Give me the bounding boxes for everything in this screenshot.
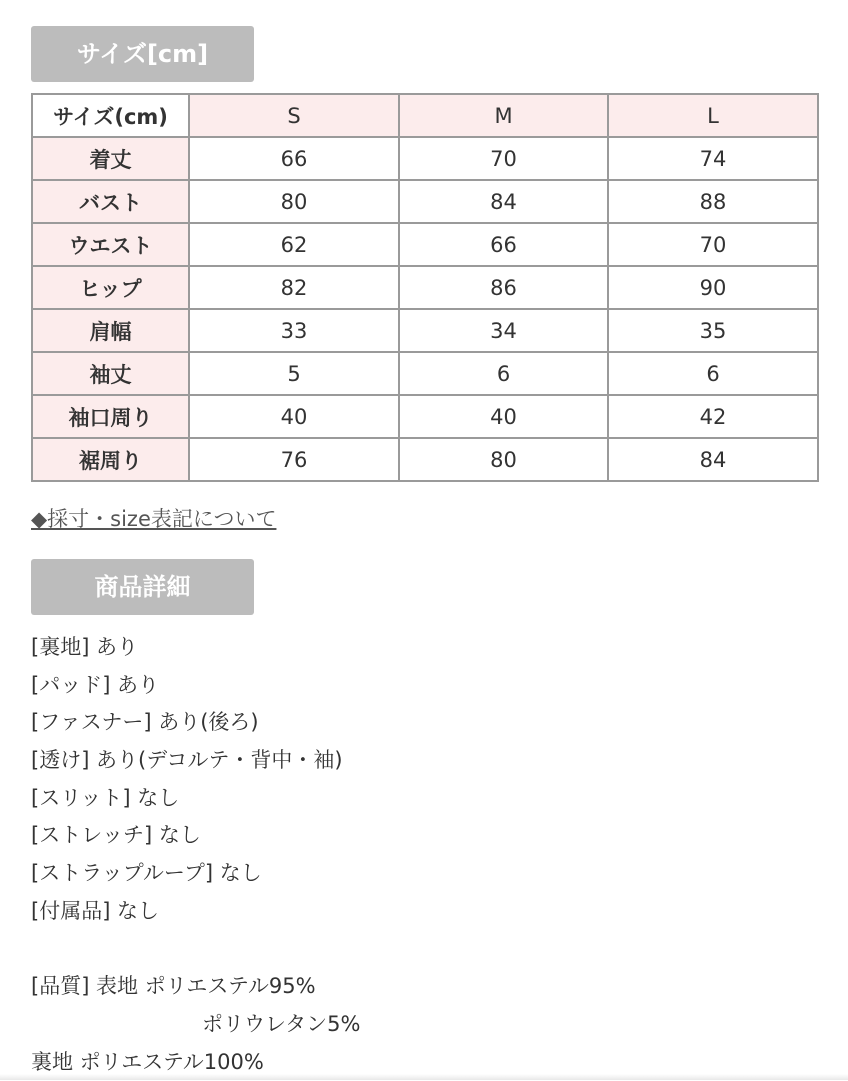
row-label: ヒップ (32, 266, 189, 309)
row-label: 裾周り (32, 438, 189, 481)
table-cell: 88 (608, 180, 818, 223)
table-cell: 66 (189, 137, 399, 180)
detail-item: [裏地] あり (31, 635, 139, 659)
table-cell: 86 (399, 266, 608, 309)
row-label: 肩幅 (32, 309, 189, 352)
table-row (32, 438, 818, 481)
table-cell: 42 (608, 395, 818, 438)
row-label: 着丈 (32, 137, 189, 180)
row-label: バスト (32, 180, 189, 223)
row-label: 袖口周り (32, 395, 189, 438)
table-cell: 80 (399, 438, 608, 481)
table-cell: 40 (189, 395, 399, 438)
detail-item: [ストラップループ] なし (31, 861, 262, 886)
table-cell: 82 (189, 266, 399, 309)
table-cell: 62 (189, 223, 399, 266)
table-cell: 70 (608, 223, 818, 266)
table-row (32, 137, 818, 180)
detail-item: [付属品] なし (31, 898, 160, 923)
table-cell: 34 (399, 309, 608, 352)
spacer (31, 931, 360, 969)
table-cell: 80 (189, 180, 399, 223)
table-corner-header: サイズ(cm) (32, 94, 189, 137)
row-label: 袖丈 (32, 352, 189, 395)
table-row (32, 395, 818, 438)
material-line: ポリウレタン5% (202, 1011, 361, 1036)
size-column-s: S (189, 94, 399, 137)
table-cell: 5 (189, 352, 399, 395)
material-line: [品質] 表地 ポリエステル95% (31, 974, 316, 999)
table-row (32, 352, 818, 395)
size-table (31, 93, 819, 482)
table-cell: 90 (608, 266, 818, 309)
detail-item: [スリット] なし (31, 785, 180, 810)
table-header-row (32, 94, 818, 137)
product-details-list (31, 629, 360, 1081)
product-details-label: 商品詳細 (31, 559, 254, 615)
table-cell: 84 (399, 180, 608, 223)
detail-item: [ファスナー] あり(後ろ) (31, 710, 259, 735)
table-row (32, 180, 818, 223)
bottom-edge (0, 1074, 848, 1080)
detail-item: [透け] あり(デコルテ・背中・袖) (31, 748, 343, 773)
table-cell: 6 (608, 352, 818, 395)
table-cell: 66 (399, 223, 608, 266)
size-column-l: L (608, 94, 818, 137)
table-cell: 6 (399, 352, 608, 395)
detail-item: [ストレッチ] なし (31, 823, 201, 848)
material-line: 裏地 ポリエステル100% (31, 1049, 264, 1074)
row-label: ウエスト (32, 223, 189, 266)
size-section-label: サイズ[cm] (31, 26, 254, 82)
table-cell: 76 (189, 438, 399, 481)
table-row (32, 309, 818, 352)
detail-item: [パッド] あり (31, 672, 160, 697)
table-cell: 33 (189, 309, 399, 352)
table-cell: 40 (399, 395, 608, 438)
size-guide-link[interactable]: ◆採寸・size表記について (31, 507, 277, 531)
size-column-m: M (399, 94, 608, 137)
table-cell: 70 (399, 137, 608, 180)
table-cell: 84 (608, 438, 818, 481)
table-row (32, 266, 818, 309)
table-cell: 35 (608, 309, 818, 352)
table-cell: 74 (608, 137, 818, 180)
table-row (32, 223, 818, 266)
